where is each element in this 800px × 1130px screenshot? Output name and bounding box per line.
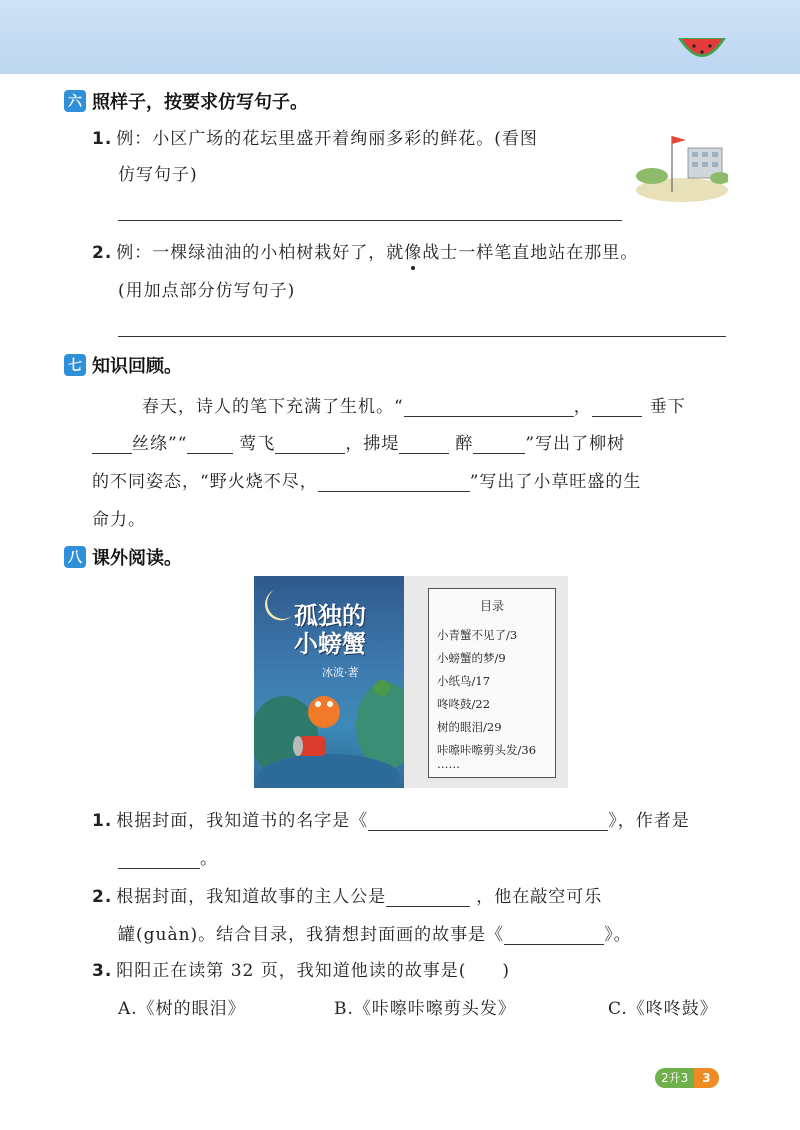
s8-q2-text-a: 根据封面，我知道故事的主人公是: [116, 887, 387, 907]
s8-q1-line2: [118, 844, 218, 869]
s7-para-line2: [92, 429, 625, 454]
s7-text-a: 春天，诗人的笔下充满了生机。“: [142, 397, 404, 417]
toc-item: 小青蟹不见了/3: [437, 628, 518, 642]
book-cover: [254, 576, 404, 788]
s7-text-c: 垂下: [649, 397, 686, 417]
toc-item: 咚咚鼓/22: [437, 697, 491, 711]
s6-q2-pre: 例：一棵绿油油的小柏树栽好了，就: [116, 243, 405, 263]
s6-q2-line1: [92, 238, 638, 263]
section-6-heading: [64, 88, 308, 114]
s7-blank-4[interactable]: [187, 435, 233, 454]
s8-q3-line1: [92, 956, 510, 981]
s8-q1-blank-title[interactable]: [368, 812, 608, 831]
s7-para-line4: 命力。: [92, 510, 146, 530]
s6-q2-dotted-char: 像: [404, 243, 423, 263]
page-number: 3: [694, 1068, 718, 1088]
section-6-badge: 六: [64, 90, 86, 112]
s8-q2-line2: [118, 920, 632, 945]
section-6-title: 照样子，按要求仿写句子。: [92, 92, 308, 113]
watermelon-icon: [676, 30, 728, 70]
s8-q3-option-c[interactable]: C.《咚咚鼓》: [608, 999, 718, 1019]
page-number-badge: [655, 1068, 719, 1088]
section-7-badge: 七: [64, 354, 86, 376]
s6-q2-post: 战士一样笔直地站在那里。: [422, 243, 639, 263]
s8-q1-text-a: 根据封面，我知道书的名字是《: [116, 811, 369, 831]
s8-q3-option-a[interactable]: A.《树的眼泪》: [118, 999, 246, 1019]
toc-item: 树的眼泪/29: [437, 720, 502, 734]
s6-q2-line2: (用加点部分仿写句子): [118, 281, 296, 301]
s8-q2-number: 2.: [92, 887, 113, 907]
s8-q3-text: 阳阳正在读第 32 页，我知道他读的故事是( ): [116, 961, 511, 981]
s8-q3-number: 3.: [92, 961, 113, 981]
s7-text-d: 丝绦”“: [132, 434, 188, 454]
section-8-heading: [64, 544, 182, 570]
section-7-heading: [64, 352, 182, 378]
cover-title: [294, 602, 366, 658]
grade-label: 2升3: [655, 1068, 694, 1088]
s7-para-line3: [92, 467, 641, 492]
s6-q1-text: 例：小区广场的花坛里盛开着绚丽多彩的鲜花。(看图: [116, 129, 538, 149]
s6-q2-number: 2.: [92, 243, 113, 263]
s8-q2-line1: [92, 882, 602, 907]
s7-blank-3[interactable]: [92, 435, 132, 454]
s8-q3-option-b[interactable]: B.《咔嚓咔嚓剪头发》: [334, 999, 516, 1019]
s8-q2-blank-story[interactable]: [504, 926, 604, 945]
s8-q1-blank-author[interactable]: [118, 850, 200, 869]
cover-author: 冰波·著: [322, 666, 359, 679]
s8-q1-text-b: 》，作者是: [608, 811, 690, 831]
s8-q2-text-c: 罐(guàn)。结合目录，我猜想封面画的故事是《: [118, 925, 505, 945]
s7-text-h: ”写出了柳树: [525, 434, 626, 454]
section-7-title: 知识回顾。: [92, 356, 182, 377]
s7-blank-7[interactable]: [473, 435, 525, 454]
s6-q1-answer-line[interactable]: [118, 220, 622, 221]
s7-blank-5[interactable]: [275, 435, 345, 454]
s6-q1-number: 1.: [92, 129, 113, 149]
toc-item: 小螃蟹的梦/9: [437, 651, 506, 665]
toc-title: 目录: [479, 599, 504, 613]
cover-title-line1: 孤独的: [294, 602, 366, 630]
s7-text-j: ”写出了小草旺盛的生: [469, 472, 642, 492]
s7-blank-2[interactable]: [592, 398, 642, 417]
s6-q1-line2: 仿写句子): [118, 165, 198, 185]
s7-text-b: ，: [573, 397, 592, 417]
s6-q1-line1: [92, 124, 538, 149]
table-of-contents: [404, 576, 568, 788]
s6-q2-answer-line[interactable]: [118, 336, 726, 337]
section-8-title: 课外阅读。: [92, 548, 182, 569]
section-8-badge: 八: [64, 546, 86, 568]
toc-item: ……: [437, 757, 460, 771]
s7-blank-6[interactable]: [399, 435, 449, 454]
toc-item: 咔嚓咔嚓剪头发/36: [437, 743, 537, 757]
s8-q2-text-b: ，他在敲空可乐: [476, 887, 603, 907]
s7-blank-1[interactable]: [404, 398, 574, 417]
s7-para-line1: [142, 392, 686, 417]
s7-text-i: 的不同姿态，“野火烧不尽，: [92, 472, 318, 492]
s7-blank-8[interactable]: [318, 473, 470, 492]
cover-title-line2: 小螃蟹: [294, 630, 366, 658]
s7-text-e: 莺飞: [239, 434, 276, 454]
s7-text-f: ，拂堤: [345, 434, 400, 454]
schoolyard-flag-illustration: [632, 130, 728, 204]
s8-q1-text-c: 。: [200, 849, 218, 869]
s8-q2-blank-hero[interactable]: [386, 888, 470, 907]
s7-text-g: 醉: [455, 434, 474, 454]
s8-q2-text-d: 》。: [604, 925, 632, 945]
s8-q1-line1: [92, 806, 690, 831]
toc-item: 小纸鸟/17: [437, 674, 491, 688]
toc-box: [428, 588, 556, 778]
s8-q1-number: 1.: [92, 811, 113, 831]
